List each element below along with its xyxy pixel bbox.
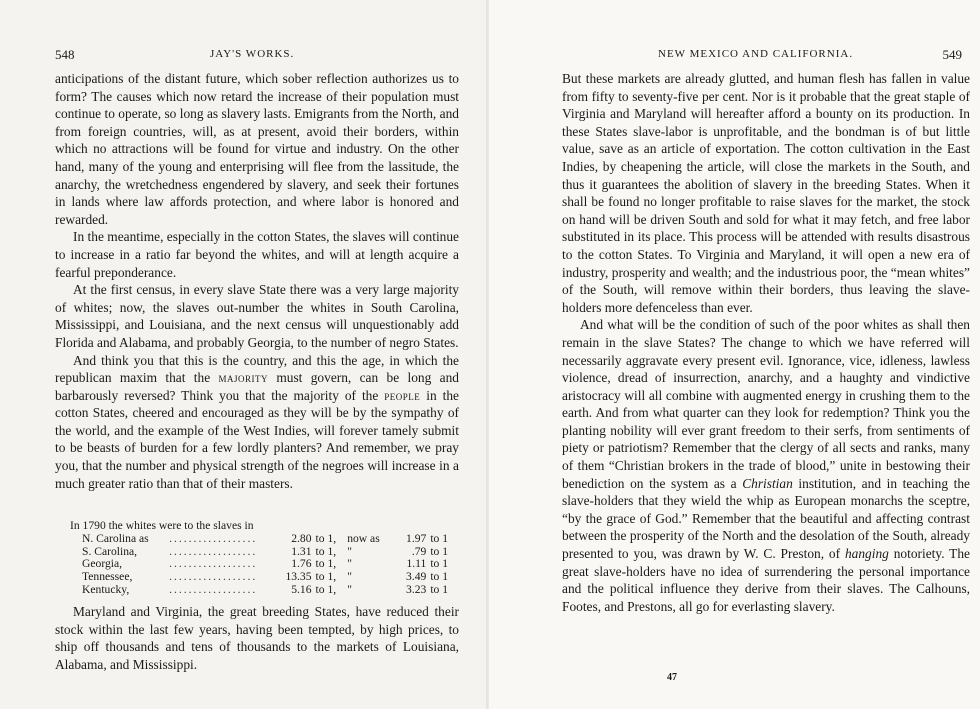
table-cell-to2: to 1	[430, 570, 449, 584]
table-cell-v1: 1.76	[291, 557, 312, 571]
table-cell-now: "	[347, 582, 352, 596]
left-page	[0, 0, 489, 709]
paragraph: In the meantime, especially in the cotton States, the slaves will continue to increase in a ratio far beyond the whites, and will at length acquire a fearful preponderance.	[55, 229, 459, 280]
left-closing-text	[55, 603, 459, 673]
paragraph	[55, 352, 459, 493]
table-body	[60, 533, 460, 597]
table-cell-v1: 1.31	[291, 544, 312, 558]
table-cell-to2: to 1	[430, 544, 449, 558]
page-number: 549	[942, 47, 962, 62]
table-cell-to1: to 1,	[315, 557, 337, 571]
paragraph: Maryland and Virginia, the great breeding States, have reduced their stock within the last few years, having been tempted, by high prices, to ship off thousands and tens of thousands to the markets of Louisiana, Alabama, and Mississippi.	[55, 604, 459, 672]
table-cell-dots: ..................	[169, 545, 258, 558]
table-cell-state: N. Carolina as	[82, 531, 149, 545]
table-cell-to1: to 1,	[315, 531, 337, 545]
table-cell-to1: to 1,	[315, 570, 337, 584]
population-ratio-table	[60, 520, 460, 597]
table-cell-v2: 3.23	[406, 582, 427, 596]
table-row	[60, 584, 460, 597]
table-cell-now: now as	[347, 531, 380, 545]
table-cell-v2: .79	[411, 544, 427, 558]
people-smallcaps: people	[384, 387, 421, 403]
table-cell-v2: 1.11	[406, 557, 427, 571]
paragraph: anticipations of the distant future, which sober reflection authorizes us to form? The causes which now retard the increase of their population must continue to operate, so long as slavery lasts. Emigrants from the North, and from foreign countries, will, as at present, avoid their borders, within which no attractions will be found for virtue and industry. On the other hand, many of the young and enterprising will flee from the lassitude, the anarchy, the wretchedness engendered by slavery, and seek their fortunes in lands where law affords protection, and where labor is honored and rewarded.	[55, 71, 459, 227]
table-cell-v1: 5.16	[291, 582, 312, 596]
running-head: NEW MEXICO AND CALIFORNIA.	[658, 48, 854, 60]
signature-mark: 47	[667, 672, 677, 683]
running-head: JAY'S WORKS.	[210, 48, 295, 60]
right-page	[489, 0, 980, 709]
table-cell-dots: ..................	[169, 558, 258, 571]
paragraph: But these markets are already glutted, and human flesh has fallen in value from fifty to seventy-five per cent. Nor is it probable that the great staple of Virginia and Maryland will hereafter afford a bounty on its production. In these States slave-labor is unprofitable, and the bondman is of but little value, save as an article of exportation. The cotton cultivation in the East Indies, by cheapening the article, will close the markets in the South, and thus it guarantees the abolition of slavery in the breeding States. When it shall be found no longer profitable to raise slaves for the market, the stock on hand will be driven South and sold for what it may fetch, and free labor substituted in its place. This process will be attended with results disastrous to the cotton States. To Virginia and Maryland, it will open a new era of industry, prosperity and wealth; and the industrious poor, the “mean whites” of the South, will remove within their borders, thus leaving the slave-holders more defenceless than ever.	[562, 71, 970, 315]
table-cell-dots: ..................	[169, 532, 258, 545]
christian-italic: Christian	[742, 475, 793, 491]
paragraph: At the first census, in every slave State there was a very large majority of whites; now, the slaves out-number the whites in South Carolina, Mississippi, and Louisiana, and the next census will unquestionably add Florida and Alabama, and probably Georgia, to the number of negro States.	[55, 282, 459, 350]
table-caption: In 1790 the whites were to the slaves in	[70, 519, 254, 532]
table-cell-now: "	[347, 570, 352, 584]
table-cell-dots: ..................	[169, 583, 258, 596]
table-row	[60, 533, 460, 546]
text-run: must govern, can be long and barbarously reversed? Think you that the majority of the	[55, 370, 459, 403]
table-cell-now: "	[347, 544, 352, 558]
text-run: And think you that this is the country, and this the age, in which the republican maxim that the	[55, 352, 459, 386]
table-cell-v2: 1.97	[406, 531, 427, 545]
table-cell-state: Tennessee,	[82, 570, 133, 584]
table-cell-state: Georgia,	[82, 557, 123, 571]
right-body-text	[562, 70, 970, 615]
table-cell-to2: to 1	[430, 557, 449, 571]
table-cell-to2: to 1	[430, 531, 449, 545]
text-run: notoriety. The great slave-holders have no idea of surrendering the personal importance and the political influence they derive from their slaves. The Calhouns, Footes, and Prestons, all go for everlasting slavery.	[562, 546, 970, 614]
text-run: in the cotton States, cheered and encouraged as they will be by the sympathy of the world, and the example of the West Indies, will forever tamely submit to be beasts of burden for a few lordly planters? And remember, we pray you, that the number and physical strength of the negroes will increase in a much greater ratio than that of their masters.	[55, 387, 459, 491]
table-cell-to2: to 1	[430, 582, 449, 596]
table-cell-now: "	[347, 557, 352, 571]
text-run: institution, and in teaching the slave-holders that they wield the whip as European monarchs the sceptre, “by the grace of God.” Remember that the beautiful and affecting contrast between the prosperity of the North and the desolation of the South, already presented to you, was drawn by W. C. Preston, of	[562, 475, 970, 562]
page-number: 548	[55, 47, 75, 62]
table-cell-to1: to 1,	[315, 544, 337, 558]
table-cell-to1: to 1,	[315, 582, 337, 596]
text-run: And what will be the condition of such of the poor whites as shall then remain in the slave States? The change to which we have referred will necessarily aggravate every present evil. Ignorance, vice, idleness, lawless violence, dread of insurrection, anarchy, and a haughty and vindictive aristocracy will all combine with augmented energy in crushing them to the earth. And from what quarter can they look for redemption? Think you the planting nobility will ever grant freedom to their serfs, from sentiments of piety or patriotism? Remember that the clergy of all sects and ranks, many of them “Christian brokers in the trade of blood,” unite in bestowing their benediction on the system as a	[562, 317, 970, 491]
table-cell-v1: 2.80	[291, 531, 312, 545]
paragraph	[562, 316, 970, 615]
table-cell-v1: 13.35	[285, 570, 312, 584]
table-cell-state: Kentucky,	[82, 582, 130, 596]
table-cell-dots: ..................	[169, 571, 258, 584]
majority-smallcaps: majority	[218, 370, 269, 386]
table-cell-state: S. Carolina,	[82, 544, 138, 558]
table-cell-v2: 3.49	[406, 570, 427, 584]
left-body-text	[55, 70, 459, 492]
hanging-italic: hanging	[844, 546, 889, 562]
